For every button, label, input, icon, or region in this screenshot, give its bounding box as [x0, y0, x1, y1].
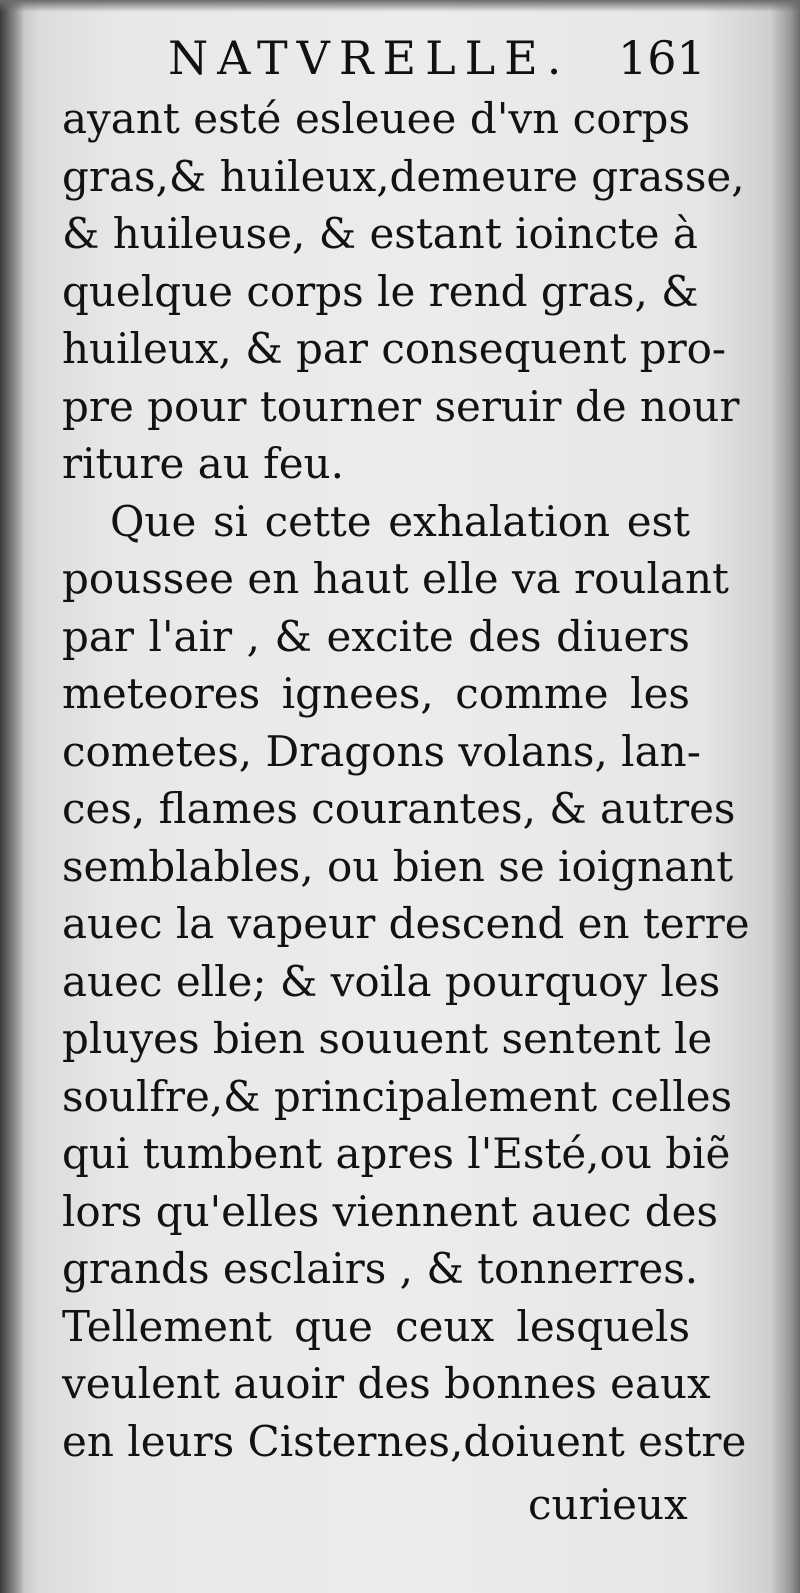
text-line: gras,& huileux,demeure grasse,	[62, 151, 745, 201]
running-head	[0, 26, 800, 90]
text-line: auec elle; & voila pourquoy les	[62, 956, 721, 1006]
text-line: en leurs Cisternes,doiuent estre	[62, 1416, 747, 1466]
text-line: qui tumbent apres l'Esté,ou biẽ	[62, 1129, 731, 1178]
text-line: lors qu'elles viennent auec des	[62, 1186, 719, 1236]
top-edge-shadow	[0, 0, 800, 12]
text-line: semblables, ou bien se ioignant	[62, 841, 734, 891]
text-line: par l'air , & excite des diuers	[62, 611, 690, 661]
text-line: Tellement que ceux lesquels	[62, 1301, 690, 1351]
text-line: ces, flames courantes, & autres	[62, 784, 736, 833]
paragraph-end-line: riture au feu.	[62, 439, 344, 488]
paragraph-start-line: Que si cette exhalation est	[110, 496, 690, 546]
text-line: & huileuse, & estant ioincte à	[62, 209, 698, 258]
running-head-title: NATVRELLE.	[168, 31, 571, 85]
text-line: pluyes bien souuent sentent le	[62, 1014, 713, 1063]
text-line: huileux, & par consequent pro-	[62, 324, 727, 373]
text-line: quelque corps le rend gras, &	[62, 266, 699, 316]
text-line: meteores ignees, comme les	[62, 669, 690, 718]
text-line: soulfre,& principalement celles	[62, 1071, 733, 1121]
binding-shadow	[0, 0, 24, 1593]
text-line: grands esclairs , & tonnerres.	[62, 1244, 699, 1293]
text-line: cometes, Dragons volans, lan-	[62, 726, 701, 776]
catchword: curieux	[528, 1480, 688, 1529]
text-line: auec la vapeur descend en terre	[62, 899, 750, 948]
text-line: poussee en haut elle va roulant	[62, 554, 729, 603]
body-text	[62, 90, 750, 1470]
text-line: ayant esté esleuee d'vn corps	[62, 94, 690, 143]
page-number: 161	[618, 31, 706, 85]
text-line: veulent auoir des bonnes eaux	[62, 1359, 711, 1408]
text-line: pre pour tourner seruir de nour	[62, 381, 740, 431]
